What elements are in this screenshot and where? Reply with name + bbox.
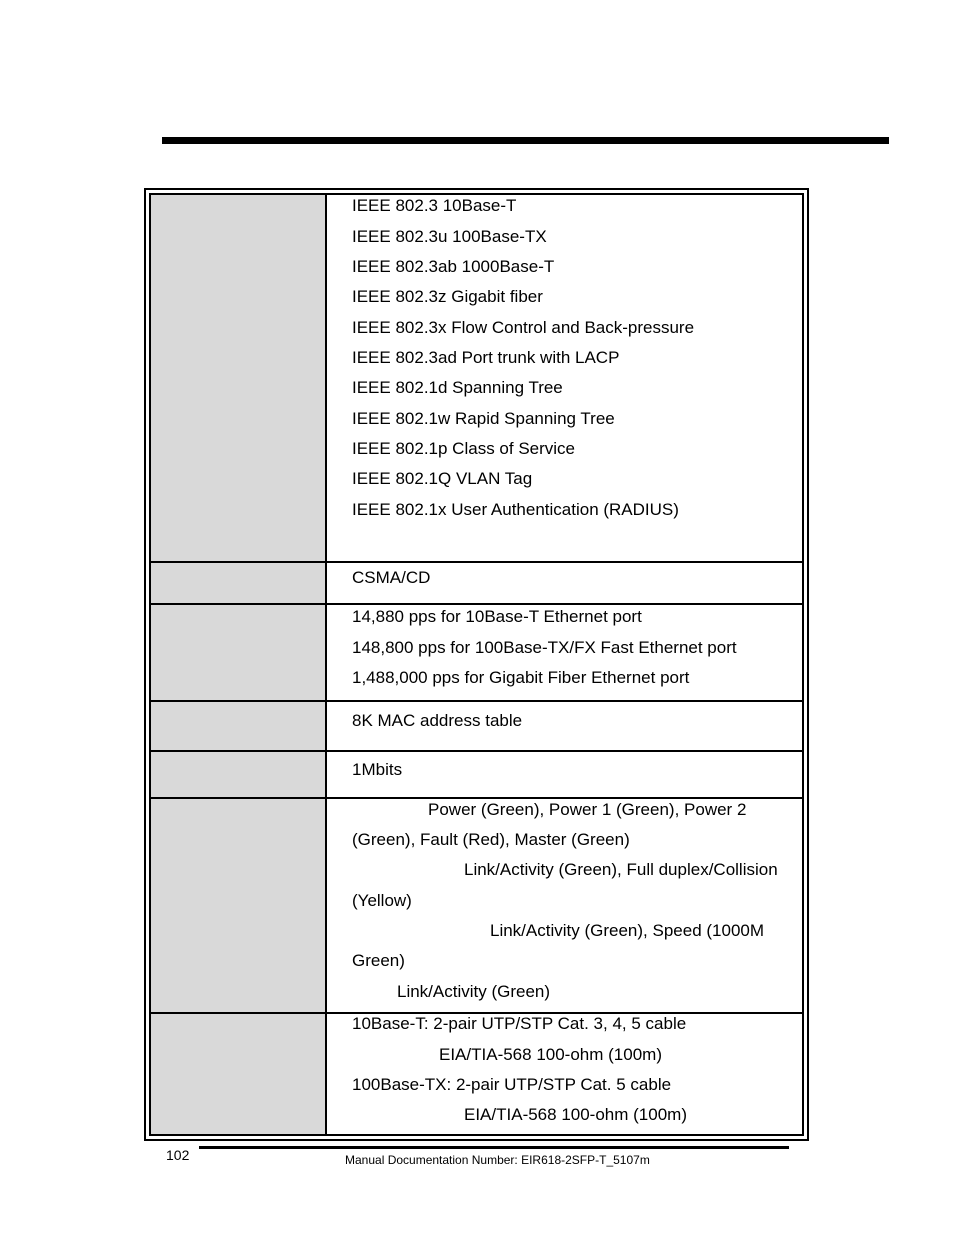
forwarding-rate-line: 14,880 pps for 10Base-T Ethernet port — [352, 607, 642, 626]
led-line: Link/Activity (Green), Speed (1000M — [490, 921, 765, 940]
forwarding-rate-line: 1,488,000 pps for Gigabit Fiber Ethernet port — [352, 668, 690, 687]
row-divider — [151, 603, 802, 605]
led-line: Link/Activity (Green), Full duplex/Collision — [464, 860, 778, 879]
row-divider — [151, 561, 802, 563]
standard-line: IEEE 802.1w Rapid Spanning Tree — [352, 409, 615, 428]
access-method-text: CSMA/CD — [352, 568, 431, 587]
label-column — [151, 195, 327, 1134]
standard-line: IEEE 802.1p Class of Service — [352, 439, 576, 458]
standard-line: IEEE 802.3 10Base-T — [352, 196, 517, 215]
standard-line: IEEE 802.3z Gigabit fiber — [352, 287, 543, 306]
cable-line: EIA/TIA-568 100-ohm (100m) — [439, 1045, 662, 1064]
header-rule — [162, 137, 889, 144]
standard-line: IEEE 802.3u 100Base-TX — [352, 227, 547, 246]
led-line: (Green), Fault (Red), Master (Green) — [352, 830, 630, 849]
spec-table — [144, 188, 809, 1141]
led-line: Power (Green), Power 1 (Green), Power 2 — [428, 800, 747, 819]
row-divider — [151, 750, 802, 752]
led-line: Green) — [352, 951, 405, 970]
cable-line: EIA/TIA-568 100-ohm (100m) — [464, 1105, 687, 1124]
buffer-text: 1Mbits — [352, 760, 403, 779]
cable-line: 10Base-T: 2-pair UTP/STP Cat. 3, 4, 5 cable — [352, 1014, 687, 1033]
mac-table-text: 8K MAC address table — [352, 711, 523, 730]
standard-line: IEEE 802.1x User Authentication (RADIUS) — [352, 500, 679, 519]
standard-line: IEEE 802.3ad Port trunk with LACP — [352, 348, 620, 367]
cable-line: 100Base-TX: 2-pair UTP/STP Cat. 5 cable — [352, 1075, 672, 1094]
documentation-number: Manual Documentation Number: EIR618-2SFP-T_5107m — [345, 1153, 650, 1167]
row-divider — [151, 797, 802, 799]
standard-line: IEEE 802.1Q VLAN Tag — [352, 469, 533, 488]
spec-table-inner — [149, 193, 804, 1136]
standard-line: IEEE 802.3x Flow Control and Back-pressure — [352, 318, 695, 337]
page-number: 102 — [166, 1147, 190, 1163]
standard-line: IEEE 802.1d Spanning Tree — [352, 378, 563, 397]
standard-line: IEEE 802.3ab 1000Base-T — [352, 257, 555, 276]
led-line: (Yellow) — [352, 891, 412, 910]
forwarding-rate-line: 148,800 pps for 100Base-TX/FX Fast Ethernet port — [352, 638, 737, 657]
row-divider — [151, 700, 802, 702]
led-line: Link/Activity (Green) — [397, 982, 551, 1001]
footer-rule — [199, 1146, 789, 1149]
